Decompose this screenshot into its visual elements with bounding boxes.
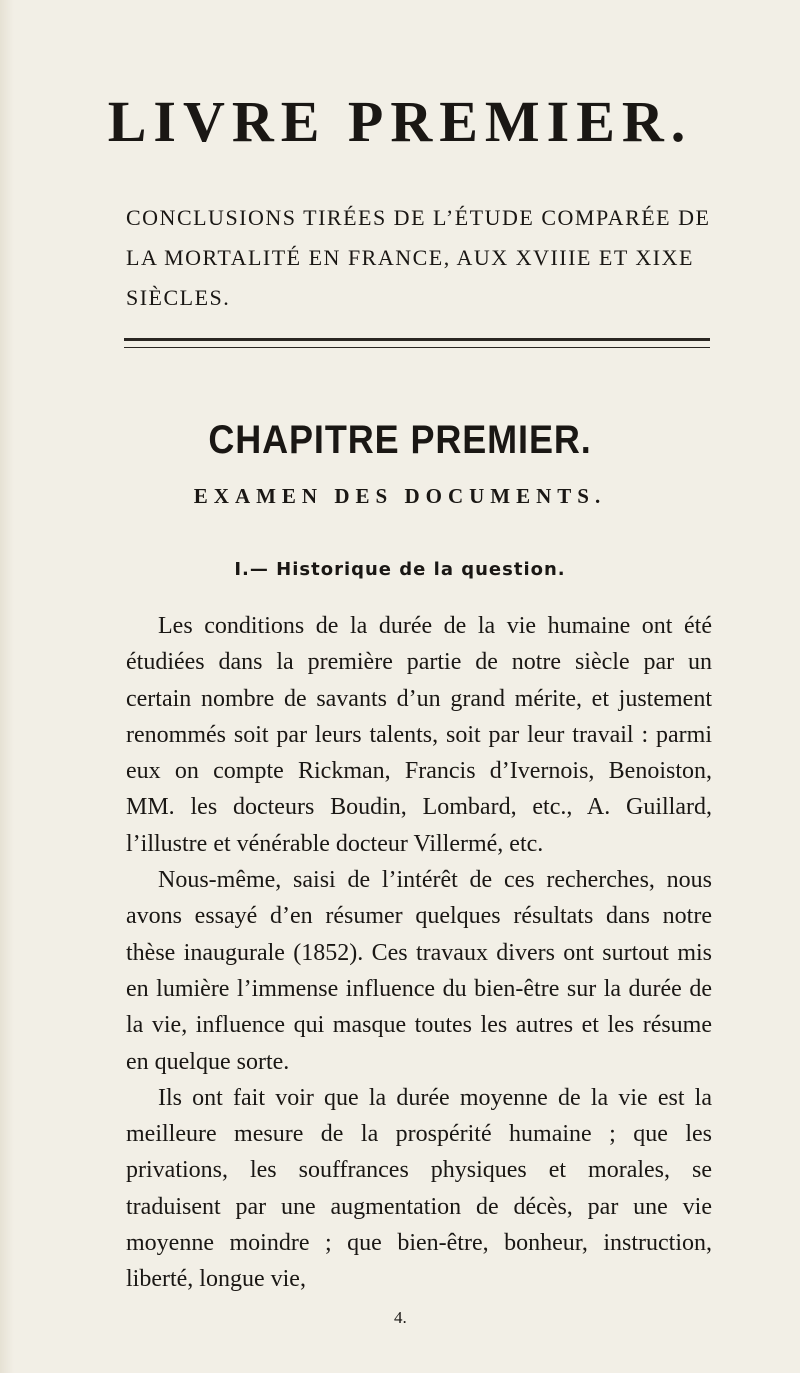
chapter-title: CHAPITRE PREMIER. xyxy=(208,418,592,462)
book-subtitle: CONCLUSIONS TIRÉES DE L’ÉTUDE COMPARÉE DE LA MORTALITÉ EN FRANCE, AUX XVIIIE ET XIXE SIÈCLES. xyxy=(126,205,711,310)
page-number: 4. xyxy=(394,1308,407,1327)
chapter-subtitle: EXAMEN DES DOCUMENTS. xyxy=(193,484,607,508)
book-title: LIVRE PREMIER. xyxy=(107,89,693,154)
page-binding-edge xyxy=(0,0,14,1373)
body-text xyxy=(126,608,712,1298)
section-heading: I.— Historique de la question. xyxy=(234,559,566,580)
paragraph: Ils ont fait voir que la durée moyenne de la vie est la meilleure mesure de la prospérité humaine ; que les privations, les souffrances physiques et morales, se traduisent par une augmentation de décès, par une vie moyenne moindre ; que bien-être, bonheur, instruction, liberté, longue vie, xyxy=(126,1084,712,1293)
paragraph: Nous-même, saisi de l’intérêt de ces recherches, nous avons essayé d’en résumer quelques résultats dans notre thèse inaugurale (1852). Ces travaux divers ont surtout mis en lumière l’immense influence du bien-être sur la durée de la vie, influence qui masque toutes les autres et les résume en quelque sorte. xyxy=(126,867,712,1075)
section-divider xyxy=(124,338,710,348)
paragraph: Les conditions de la durée de la vie humaine ont été étudiées dans la première partie de notre siècle par un certain nombre de savants d’un grand mérite, et justement renommés soit par leurs talents, soit par leur travail : parmi eux on compte Rickman, Francis d’Ivernois, Benoiston, MM. les docteurs Boudin, Lombard, etc., A. Guillard, l’illustre et vénérable docteur Villermé, etc. xyxy=(126,613,712,857)
